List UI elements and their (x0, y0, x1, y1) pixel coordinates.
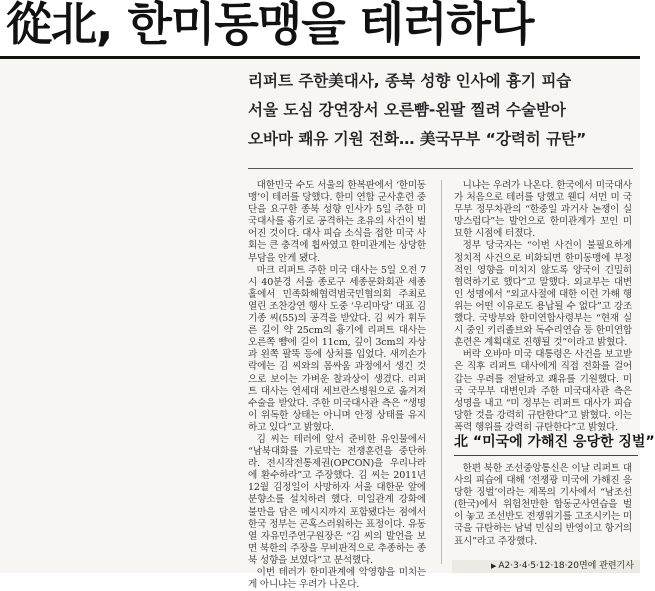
paragraph: 대한민국 수도 서울의 한복판에서 ‘한미동맹’이 테러를 당했다. 한미 연합 군사훈련 중단을 요구한 종북 성향 인사가 5일 주한 미국대사를 흉기로 공격하는 초유의 사건이 벌어진 것이다. 대사 피습 소식을 접한 미국 사회는 큰 충격에 휩싸였고 한미관계는 상당한 부담을 안게 됐다. (248, 180, 426, 264)
paragraph: 마크 리퍼트 주한 미국 대사는 5일 오전 7시 40분경 서울 종로구 세종문화회관 세종홀에서 민족화해협력범국민협의회 주최로 열린 조찬강연 행사 도중 ‘우리마당’ 대표 김기종 씨(55)의 공격을 받았다. 김 씨가 휘두른 길이 약 25cm의 흉기에 리퍼트 대사는 오른쪽 뺨에 길이 11cm, 깊이 3cm의 자상과 왼쪽 팔뚝 등에 상처를 입었다. 새끼손가락에는 김 씨와의 몸싸움 과정에서 생긴 것으로 보이는 가벼운 찰과상이 생겼다. 리퍼트 대사는 연세대 세브란스병원으로 옮겨져 수술을 받았다. 주한 미국대사관 측은 “생명이 위독한 상태는 아니며 안정 상태를 유지하고 있다”고 밝혔다. (248, 264, 426, 433)
paragraph: 정부 당국자는 “이번 사건이 불필요하게 정치적 사건으로 비화되면 한미동맹에 부정적인 영향을 미치지 않도록 양국이 긴밀히 협력하기로 했다”고 말했다. 외교부는 대변인 성명에서 “외교사절에 대한 이런 가해 행위는 어떤 이유로도 용납될 수 없다”고 강조했다. 국방부와 한미연합사령부는 “현재 실시 중인 키리졸브와 독수리연습 등 한미연합 훈련은 계획대로 진행될 것”이라고 밝혔다. (454, 240, 632, 349)
paragraph: 버락 오바마 미국 대통령은 사건을 보고받은 직후 리퍼트 대사에게 직접 전화를 걸어 갑는 우려를 전달하고 쾌유를 기원했다. 미국 국무부 대변인과 주한 미국대사관 측은 성명을 내고 “미 정부는 리퍼트 대사가 피습당한 것을 강력히 규탄한다”고 밝혔다. 이는 폭력 행위를 강력히 규탄한다”고 밝혔다. (454, 349, 632, 433)
subhead-3: 오바마 쾌유 기원 전화… 美국무부 “강력히 규탄” (248, 130, 587, 148)
paragraph: 김 씨는 테러에 앞서 준비한 유인물에서 “남북대화를 가로막는 전쟁훈련을 중단하라. 전시작전통제권(OPCON)을 우리나라에 환수하라”고 주장했다. 김 씨는 2011년 12월 김정일이 사망하자 서울 대한문 앞에 분향소를 설치하려 했다. 미일관계 강화에 불만을 담은 메시지까지 포함됐다는 점에서 한국 정부는 곤혹스러워하는 표정이다. 유동열 자유민주연구원장은 “김 씨의 발언을 보면 북한의 주장을 무비판적으로 추종하는 종북 성향을 보였다”고 분석했다. (248, 433, 426, 566)
triangle-icon: ▶ (491, 562, 497, 570)
section-rule (454, 455, 638, 456)
related-articles-note (491, 560, 634, 573)
article-column-1 (248, 180, 426, 591)
column-divider (441, 180, 442, 564)
paragraph: 니냐는 우려가 나온다. 한국에서 미국대사가 처음으로 테러를 당했고 웬디 셔먼 미 국무부 정무차관의 “한중일 과거사 논쟁이 실망스럽다”는 발언으로 한미관계가 꼬인 미묘한 시점에 터졌다. (454, 180, 632, 240)
subhead-divider (248, 168, 633, 169)
subhead-2: 서울 도심 강연장서 오른뺨-왼팔 찔려 수술받아 (248, 101, 566, 119)
article-column-2 (454, 180, 632, 442)
section-heading: 北 “미국에 가해진 응당한 징벌” (454, 434, 655, 450)
subhead-1: 리퍼트 주한美대사, 종북 성향 인사에 흉기 피습 (248, 72, 572, 90)
headline: 從北, 한미동맹을 테러하다 (6, 0, 534, 51)
paragraph: 이번 테러가 한미관계에 악영향을 미치는 게 아니냐는 우려가 나온다. (248, 567, 426, 591)
paragraph: 한편 북한 조선중앙통신은 이날 리퍼트 대사의 피습에 대해 ‘전쟁광 미국에 가해진 응당한 징벌’이라는 제목의 기사에서 “남조선(한국)에서 위험천만한 합동군사연습을 벌이 놓고 조선반도 전쟁위기를 고조시키는 미국을 규탄하는 남녘 민심의 반영이고 항거의 표시”라고 주장했다. (454, 463, 632, 547)
article-column-2-lower (454, 463, 632, 559)
subheads (248, 72, 640, 159)
related-articles-text: A2·3·4·5·12·18·20면에 관련기사 (498, 561, 634, 571)
